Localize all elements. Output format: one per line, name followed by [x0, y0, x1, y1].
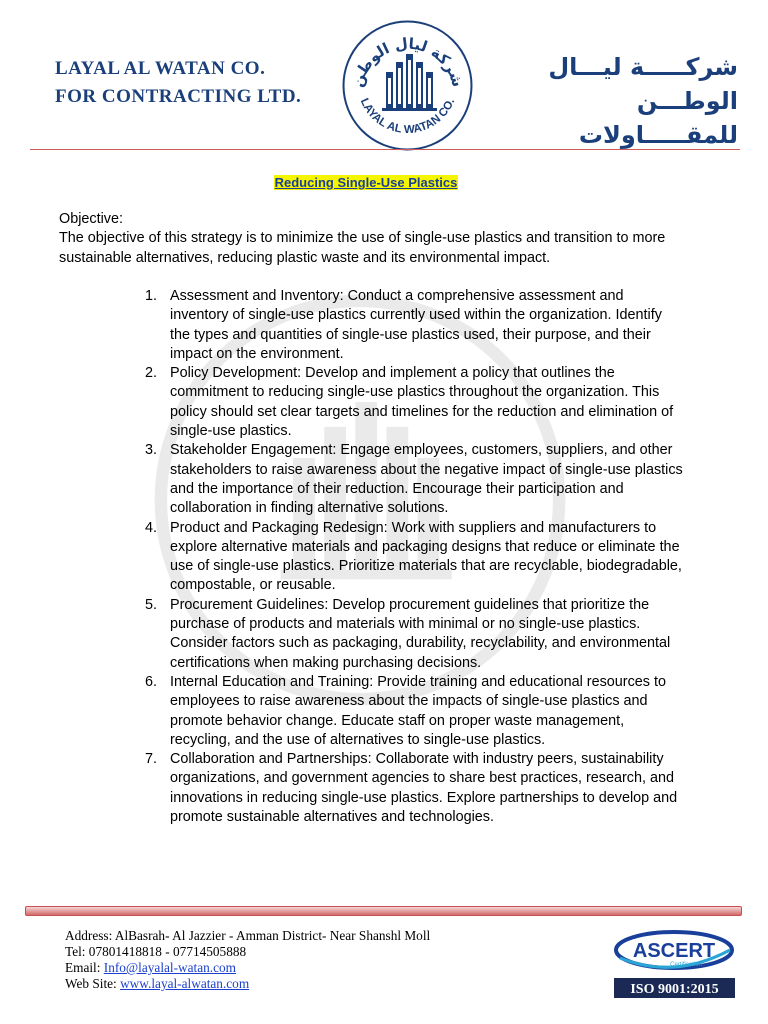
logo-arabic-text: شركة ليال الوطن: [348, 34, 467, 90]
objective-heading: Objective:: [59, 211, 123, 227]
list-item-text: Internal Education and Training: Provide training and educational resources to employees to raise awareness about the impacts of single-use plastics and promote behavior change. Educate staff on proper waste management, recycling, and the use of alternatives to single-use plastics.: [170, 673, 666, 748]
list-item-text: Procurement Guidelines: Develop procurement guidelines that prioritize the purchase of products and materials with minimal or no single-use plastics. Consider factors such as packaging, durability, recyclability, and environmental certifications when making purchasing decisions.: [170, 596, 671, 671]
footer-divider: [25, 906, 742, 916]
list-item: [145, 519, 685, 596]
ascert-name: ASCERT: [632, 940, 716, 962]
list-item: [145, 673, 685, 750]
website-link[interactable]: www.layal-alwatan.com: [120, 976, 250, 991]
objective-text: The objective of this strategy is to minimize the use of single-use plastics and transition to more sustainable alternatives, reducing plastic waste and its environmental impact.: [59, 230, 666, 266]
footer-email-row: [65, 960, 525, 976]
company-name-line-2: FOR CONTRACTING LTD.: [55, 86, 302, 107]
list-item-number: 4.: [145, 519, 158, 536]
list-item-number: 3.: [145, 442, 158, 459]
document-title-text: Reducing Single-Use Plastics: [274, 175, 458, 190]
footer-email-label: Email:: [65, 960, 104, 975]
company-name-arabic-line-2: للمقـــــاولات: [578, 121, 738, 149]
list-item-text: Policy Development: Develop and implement a policy that outlines the commitment to reducing single-use plastics throughout the organization. This policy should set clear targets and timelines for the reduction and elimination of single-use plastics.: [170, 365, 674, 440]
footer-contact: [65, 928, 525, 992]
list-item-number: 1.: [145, 288, 158, 304]
list-item: [145, 364, 685, 441]
company-name-english: [55, 55, 301, 111]
list-item-text: Assessment and Inventory: Conduct a comprehensive assessment and inventory of single-use plastics currently used within the organization. Identify the types and quantities of single-use plastics used, their purpose, and their impact on the environment.: [170, 288, 662, 362]
list-item-number: 7.: [145, 751, 158, 768]
document-title: [0, 175, 732, 190]
list-item-number: 5.: [145, 596, 158, 613]
company-name-arabic-line-1: شركـــــة ليـــال الوطـــن: [548, 53, 738, 115]
ascert-subtitle: Certification: [670, 962, 702, 968]
email-link[interactable]: Info@layalal-watan.com: [103, 960, 237, 975]
list-item-number: 2.: [145, 365, 158, 382]
company-logo: [340, 18, 475, 153]
list-item: [145, 750, 685, 827]
list-item-text: Stakeholder Engagement: Engage employees, customers, suppliers, and other stakeholders to raise awareness about the negative impact of single-use plastics and the importance of their reduction. Encourage their participation and collaboration in finding alternative solutions.: [170, 442, 683, 517]
company-name-arabic: [478, 50, 738, 152]
list-item-text: Product and Packaging Redesign: Work with suppliers and manufacturers to explore alternative materials and packaging designs that reduce or eliminate the use of single-use plastics. Prioritize materials that are recyclable, biodegradable, compostable, or reusable.: [170, 519, 682, 594]
header-divider: [30, 149, 740, 150]
list-item: [145, 596, 685, 673]
logo-english-text: LAYAL AL WATAN CO.: [357, 96, 458, 137]
strategy-list: [145, 287, 685, 827]
objective-section: [59, 210, 689, 268]
letterhead: [0, 0, 768, 150]
footer-tel: Tel: 07801418818 - 07714505888: [65, 944, 247, 959]
list-item: [145, 441, 685, 518]
iso-certificate-label: ISO 9001:2015: [630, 982, 719, 997]
list-item-number: 6.: [145, 673, 158, 690]
footer-address: Address: AlBasrah- Al Jazzier - Amman District- Near Shanshl Moll: [65, 928, 431, 943]
list-item-text: Collaboration and Partnerships: Collaborate with industry peers, sustainability organizations, and government agencies to share best practices, research, and innovations in reducing single-use plastics. Explore partnerships to develop and promote sustainable alternatives and technologies.: [170, 751, 678, 826]
footer-website-row: [65, 976, 525, 992]
ascert-certification-logo: [612, 928, 737, 1000]
company-name-line-1: LAYAL AL WATAN CO.: [55, 58, 266, 79]
footer-website-label: Web Site:: [65, 976, 121, 991]
list-item: [145, 287, 685, 364]
